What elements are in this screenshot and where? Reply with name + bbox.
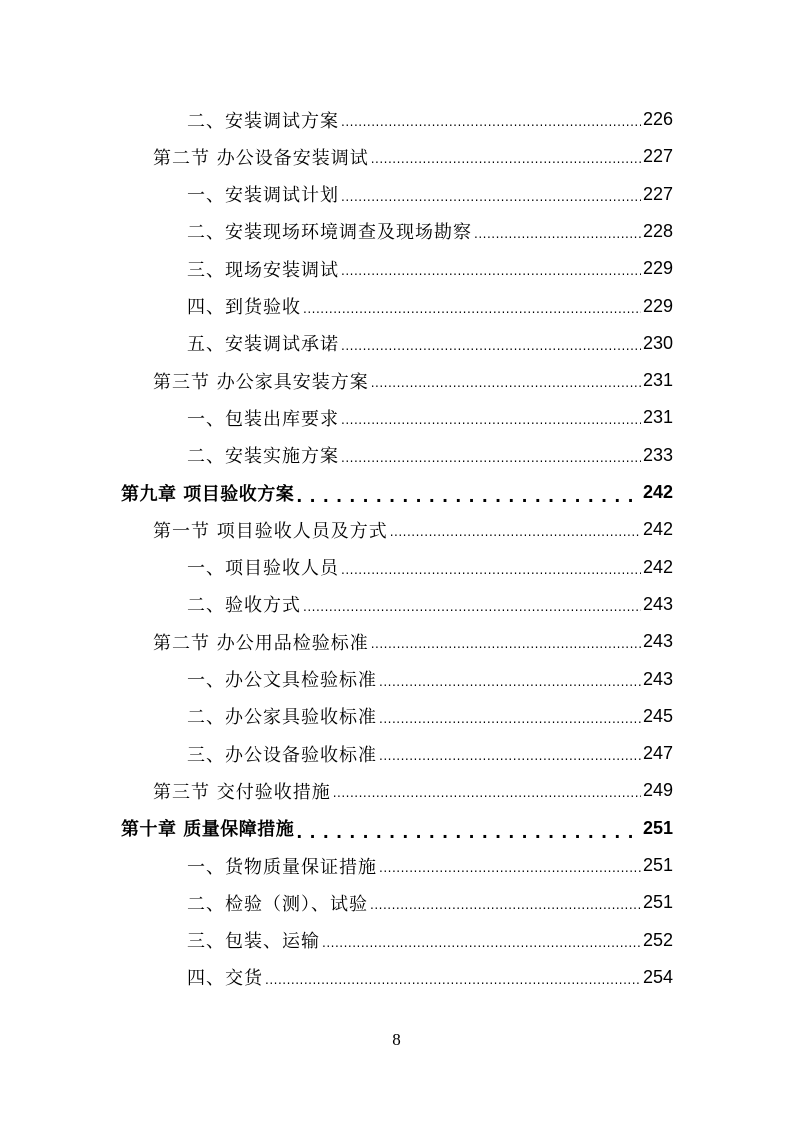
toc-entry-title: 第三节 办公家具安装方案 bbox=[153, 371, 369, 393]
dot-leader bbox=[390, 527, 641, 548]
dot-leader bbox=[341, 117, 641, 138]
dot-leader bbox=[379, 863, 641, 884]
toc-entry-title: 第三节 交付验收措施 bbox=[153, 781, 331, 803]
toc-entry[interactable] bbox=[187, 661, 673, 698]
dot-leader bbox=[341, 266, 641, 287]
dot-leader bbox=[341, 192, 641, 213]
toc-entry[interactable] bbox=[187, 586, 673, 623]
dot-leader bbox=[379, 714, 641, 735]
toc-entry[interactable] bbox=[153, 772, 673, 809]
toc-entry-page: 242 bbox=[642, 556, 673, 577]
toc-entry[interactable] bbox=[187, 101, 673, 138]
dot-leader bbox=[341, 453, 641, 474]
toc-entry-title: 二、办公家具验收标准 bbox=[187, 707, 377, 729]
toc-entry[interactable] bbox=[187, 922, 673, 959]
dot-leader bbox=[303, 602, 641, 623]
toc-entry-page: 229 bbox=[642, 295, 673, 316]
toc-entry-title: 一、办公文具检验标准 bbox=[187, 670, 377, 691]
toc-entry-page: 242 bbox=[642, 519, 673, 540]
toc-entry[interactable] bbox=[187, 549, 673, 586]
toc-entry[interactable] bbox=[187, 288, 673, 325]
toc-entry-title: 一、货物质量保证措施 bbox=[187, 856, 377, 878]
toc-entry-page: 233 bbox=[642, 444, 673, 465]
toc-entry-title: 第一节 项目验收人员及方式 bbox=[153, 520, 388, 542]
dot-leader bbox=[341, 565, 641, 586]
toc-entry[interactable] bbox=[187, 959, 673, 996]
dot-leader bbox=[370, 900, 641, 921]
toc-entry-page: 228 bbox=[642, 220, 673, 241]
dot-leader bbox=[371, 378, 641, 399]
toc-chapter-entry[interactable] bbox=[121, 810, 673, 847]
toc-entry[interactable] bbox=[187, 250, 673, 287]
dot-leader bbox=[341, 341, 641, 362]
toc-entry-page: 229 bbox=[642, 258, 673, 279]
toc-entry[interactable] bbox=[153, 138, 673, 175]
toc-entry-page: 251 bbox=[642, 817, 673, 838]
toc-entry-title: 第九章 项目验收方案 bbox=[121, 483, 295, 505]
toc-entry-page: 243 bbox=[642, 631, 673, 652]
toc-entry[interactable] bbox=[153, 362, 673, 399]
dot-leader bbox=[341, 415, 641, 436]
toc-entry-page: 245 bbox=[642, 705, 673, 726]
dot-leader bbox=[371, 639, 641, 660]
toc-entry[interactable] bbox=[187, 399, 673, 436]
toc-entry-page: 227 bbox=[642, 183, 673, 204]
toc-entry-title: 三、办公设备验收标准 bbox=[187, 744, 377, 766]
dot-leader bbox=[265, 975, 641, 996]
toc-entry-page: 254 bbox=[642, 966, 673, 987]
toc-entry-page: 243 bbox=[642, 668, 673, 689]
toc-entry[interactable] bbox=[153, 511, 673, 548]
toc-entry-page: 247 bbox=[642, 743, 673, 764]
dot-leader bbox=[379, 677, 641, 698]
toc-entry-title: 二、安装实施方案 bbox=[187, 446, 339, 468]
toc-entry-page: 243 bbox=[642, 593, 673, 614]
toc-entry-title: 三、包装、运输 bbox=[187, 931, 320, 953]
toc-entry-title: 第二节 办公设备安装调试 bbox=[153, 147, 369, 169]
dot-leader bbox=[333, 788, 641, 809]
toc-entry-page: 251 bbox=[642, 892, 673, 913]
dot-leader bbox=[474, 229, 641, 250]
toc-entry[interactable] bbox=[153, 623, 673, 660]
dot-leader bbox=[371, 154, 641, 175]
dot-leader bbox=[379, 751, 641, 772]
toc-entry[interactable] bbox=[187, 176, 673, 213]
toc-entry-title: 二、验收方式 bbox=[187, 595, 301, 617]
toc-chapter-entry[interactable] bbox=[121, 474, 673, 511]
page-number: 8 bbox=[392, 1030, 401, 1049]
toc-entry[interactable] bbox=[187, 325, 673, 362]
toc-entry-title: 一、安装调试计划 bbox=[187, 185, 339, 207]
toc-entry-title: 一、项目验收人员 bbox=[187, 558, 339, 580]
toc-entry-page: 249 bbox=[642, 780, 673, 801]
toc-entry[interactable] bbox=[187, 884, 673, 921]
toc-entry-title: 二、检验（测）、试验 bbox=[187, 893, 368, 915]
toc-entry-title: 四、到货验收 bbox=[187, 297, 301, 318]
toc-entry-title: 第二节 办公用品检验标准 bbox=[153, 632, 369, 654]
toc-entry[interactable] bbox=[187, 847, 673, 884]
toc-entry[interactable] bbox=[187, 698, 673, 735]
toc-entry-title: 二、安装现场环境调查及现场勘察 bbox=[187, 222, 472, 244]
toc-entry-title: 第十章 质量保障措施 bbox=[121, 819, 295, 841]
dot-leader bbox=[296, 492, 641, 511]
dot-leader bbox=[296, 828, 641, 847]
toc-entry-page: 227 bbox=[642, 146, 673, 167]
toc-entry-title: 二、安装调试方案 bbox=[187, 110, 339, 132]
toc-entry-page: 251 bbox=[642, 855, 673, 875]
toc-entry-page: 230 bbox=[642, 332, 673, 353]
dot-leader bbox=[322, 938, 641, 959]
dot-leader bbox=[303, 304, 641, 325]
toc-entry-title: 五、安装调试承诺 bbox=[187, 334, 339, 356]
toc-entry-page: 226 bbox=[642, 109, 673, 129]
toc-entry[interactable] bbox=[187, 213, 673, 250]
toc-entry[interactable] bbox=[187, 437, 673, 474]
toc-entry[interactable] bbox=[187, 735, 673, 772]
toc-entry-title: 三、现场安装调试 bbox=[187, 259, 339, 281]
toc-entry-page: 242 bbox=[642, 482, 673, 502]
toc-entry-page: 231 bbox=[642, 370, 673, 391]
toc-entry-title: 四、交货 bbox=[187, 968, 263, 990]
toc-entry-title: 一、包装出库要求 bbox=[187, 408, 339, 430]
toc-entry-page: 252 bbox=[642, 929, 673, 950]
toc-entry-page: 231 bbox=[642, 407, 673, 428]
